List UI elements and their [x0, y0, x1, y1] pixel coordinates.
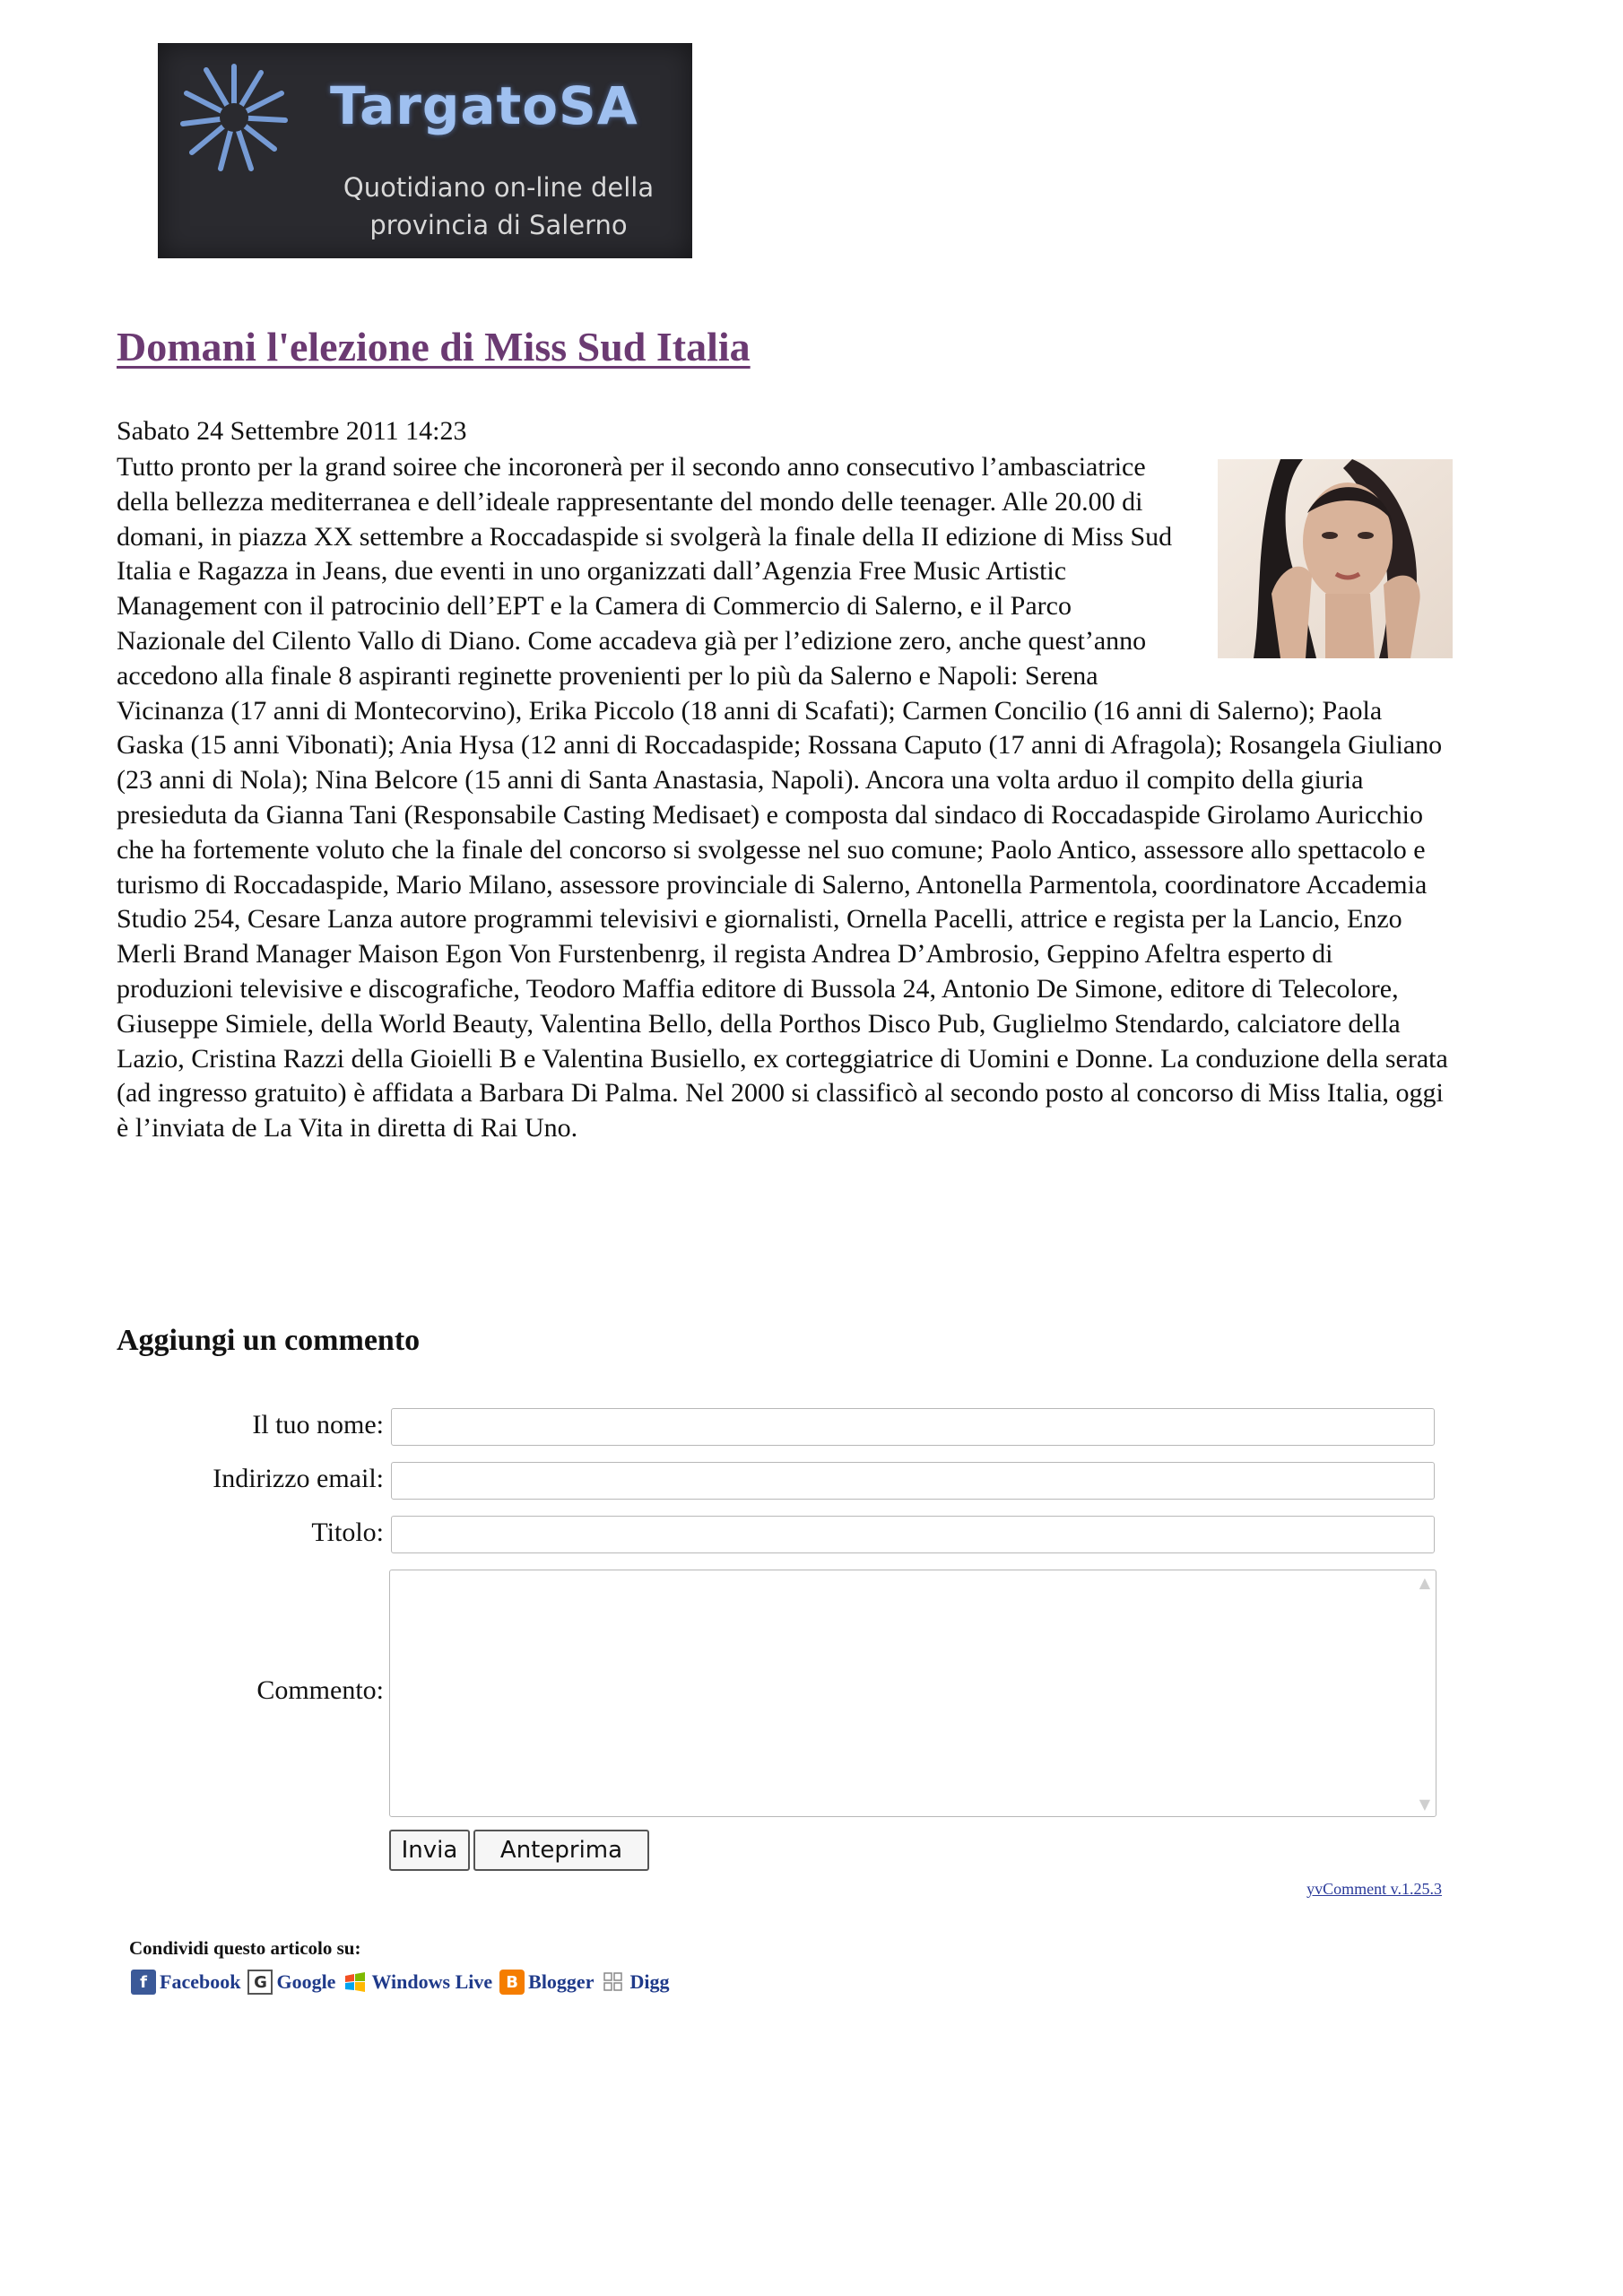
share-windows-live-label: Windows Live: [371, 1970, 493, 1993]
share-facebook[interactable]: [131, 1970, 240, 1995]
title-label: Titolo:: [311, 1518, 384, 1547]
submit-button[interactable]: Invia: [389, 1830, 470, 1871]
logo-name: TargatoSA: [330, 75, 638, 136]
blogger-icon: B: [499, 1970, 525, 1995]
article-photo: [1218, 459, 1453, 658]
share-digg-label: Digg: [629, 1970, 670, 1993]
scroll-up-icon[interactable]: ▲: [1419, 1574, 1430, 1591]
title-input[interactable]: [391, 1516, 1435, 1553]
share-blogger-label: Blogger: [528, 1970, 595, 1993]
tagline-line-1: Quotidiano on-line della: [343, 172, 655, 203]
scroll-down-icon[interactable]: ▼: [1419, 1796, 1430, 1813]
article-body-text: Tutto pronto per la grand soiree che incoronerà per il secondo anno consecutivo l’ambasciatrice della bellezza mediterranea e dell’ideale rappresentante del mondo delle teenager. Alle 20.00 di domani, in piazza XX settembre a Roccadaspide si svolgerà la finale della II edizione di Miss Sud Italia e Ragazza in Jeans, due eventi in uno organizzati dall’Agenzia Free Music Artistic Management con il patrocinio dell’EPT e la Camera di Commercio di Salerno, e il Parco Nazionale del Cilento Vallo di Diano. Come accadeva già per l’edizione zero, anche quest’anno accedono alla finale 8 aspiranti reginette provenienti per lo più da Salerno e Napoli: Serena Vicinanza (17 anni di Montecorvino), Erika Piccolo (18 anni di Scafati); Carmen Concilio (16 anni di Salerno); Paola Gaska (15 anni Vibonati); Ania Hysa (12 anni di Roccadaspide; Rossana Caputo (17 anni di Afragola); Rosangela Giuliano (23 anni di Nola); Nina Belcore (15 anni di Santa Anastasia, Napoli). Ancora una volta arduo il compito della giuria presieduta da Gianna Tani (Responsabile Casting Medisaet) e composta dal sindaco di Roccadaspide Girolamo Auricchio che ha fortemente voluto che la finale del concorso si svolgesse nel suo comune; Paolo Antico, assessore allo spettacolo e turismo di Roccadaspide, Mario Milano, assessore provinciale di Salerno, Antonella Parmentola, coordinatore Accademia Studio 254, Cesare Lanza autore programmi televisivi e giornalisti, Ornella Pacelli, attrice e regista per la Lancio, Enzo Merli Brand Manager Maison Egon Von Furstenbenrg, il regista Andrea D’Ambrosio, Geppino Afeltra esperto di produzioni televisive e discografiche, Teodoro Maffia editore di Bussola 24, Antonio De Simone, editore di Telecolore, Giuseppe Simiele, della World Beauty, Valentina Bello, della Porthos Disco Pub, Guglielmo Stendardo, calciatore della Lazio, Cristina Razzi della Gioielli B e Valentina Busiello, ex corteggiatrice di Uomini e Donne. La conduzione della serata (ad ingresso gratuito) è affidata a Barbara Di Palma. Nel 2000 si classificò al secondo posto al concorso di Miss Italia, oggi è l’inviata de La Vita in diretta di Rai Uno.: [117, 452, 1448, 1144]
share-label: Condividi questo articolo su:: [129, 1937, 361, 1959]
email-input[interactable]: [391, 1462, 1435, 1500]
digg-icon: [601, 1970, 626, 1995]
windows-live-icon: [343, 1970, 368, 1995]
share-windows-live[interactable]: [343, 1970, 492, 1995]
sunburst-icon: [176, 59, 292, 176]
masthead-logo[interactable]: [158, 43, 692, 258]
share-blogger[interactable]: [499, 1970, 594, 1995]
share-bar: [131, 1970, 676, 1995]
name-label: Il tuo nome:: [252, 1410, 384, 1439]
article-body: [117, 450, 1453, 1146]
comment-form-title: Aggiungi un commento: [117, 1324, 421, 1357]
share-facebook-label: Facebook: [160, 1970, 241, 1993]
preview-button[interactable]: Anteprima: [473, 1830, 649, 1871]
name-input[interactable]: [391, 1408, 1435, 1446]
article-headline[interactable]: Domani l'elezione di Miss Sud Italia: [117, 324, 751, 370]
comment-label: Commento:: [256, 1675, 384, 1705]
share-google[interactable]: [247, 1970, 335, 1995]
version-link[interactable]: yvComment v.1.25.3: [1306, 1880, 1442, 1898]
article-dateline: Sabato 24 Settembre 2011 14:23: [117, 416, 467, 446]
facebook-icon: f: [131, 1970, 156, 1995]
email-label: Indirizzo email:: [213, 1464, 384, 1493]
masthead-tagline: [310, 169, 687, 244]
google-icon: G: [247, 1970, 273, 1995]
share-digg[interactable]: [601, 1970, 669, 1995]
tagline-line-2: provincia di Salerno: [369, 210, 628, 240]
comment-textarea[interactable]: [389, 1570, 1436, 1817]
share-google-label: Google: [276, 1970, 336, 1993]
